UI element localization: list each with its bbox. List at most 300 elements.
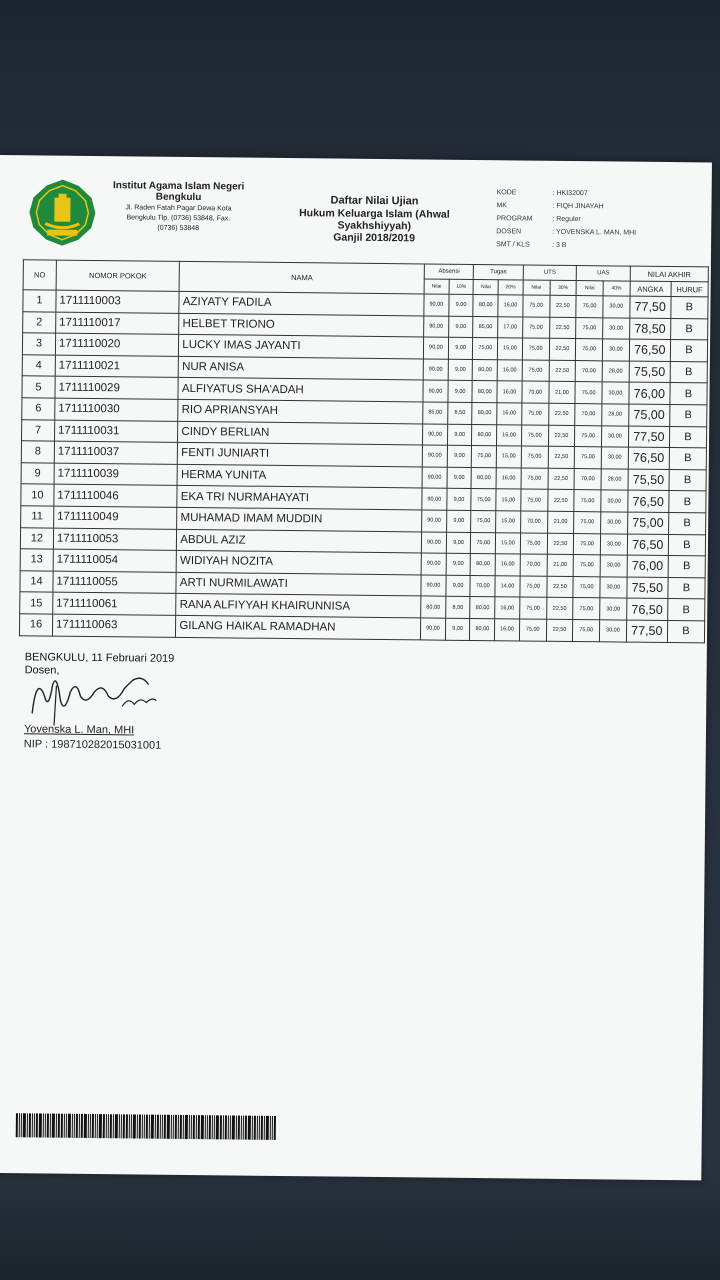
final-score: 75,00 (628, 404, 669, 426)
score-value: 80,00 (471, 554, 496, 576)
header-absensi: Absensi (424, 264, 474, 280)
institution-logo (27, 177, 98, 248)
weighted-score: 16,00 (497, 381, 522, 403)
weighted-score: 22,50 (547, 533, 574, 555)
weighted-score: 30,00 (601, 425, 628, 447)
score-value: 80,00 (471, 467, 496, 489)
score-value: 75,00 (523, 295, 550, 317)
barcode-bar (157, 1115, 159, 1139)
weighted-score: 21,00 (548, 382, 575, 404)
weighted-score: 9,00 (447, 489, 472, 511)
student-number: 1711110039 (54, 463, 178, 486)
weighted-score: 28,00 (602, 404, 629, 426)
final-grade: B (670, 404, 707, 426)
row-number: 12 (20, 527, 53, 549)
meta-value: : YOVENSKA L. MAN, MHI (552, 228, 637, 237)
score-value: 75,00 (573, 555, 600, 577)
weighted-score: 15,00 (496, 511, 521, 533)
weighted-score: 9,00 (448, 337, 473, 359)
barcode-bar (126, 1114, 128, 1138)
student-number: 1711110017 (56, 312, 180, 335)
row-number: 6 (22, 398, 55, 420)
document-title (279, 194, 470, 245)
header-nilai: Nilai (523, 280, 550, 295)
weighted-score: 28,00 (601, 469, 628, 491)
score-value: 75,00 (573, 576, 600, 598)
final-grade: B (670, 340, 707, 362)
header-nama: NAMA (179, 261, 424, 294)
score-value: 90,00 (423, 359, 448, 381)
title-line: Daftar Nilai Ujian (330, 194, 419, 208)
score-value: 75,00 (522, 360, 549, 382)
header-huruf: HURUF (671, 282, 708, 297)
weighted-score: 30,00 (602, 339, 629, 361)
final-score: 75,50 (628, 469, 669, 491)
barcode-bar (133, 1114, 136, 1138)
row-number: 9 (21, 462, 54, 484)
meta-value: : HKI32007 (552, 189, 588, 198)
final-grade: B (670, 383, 707, 405)
student-number: 1711110063 (52, 614, 176, 637)
document-page (0, 155, 712, 1180)
score-value: 75,00 (576, 296, 603, 318)
row-number: 15 (20, 592, 53, 614)
header-uas: UAS (576, 266, 630, 282)
student-name: CINDY BERLIAN (178, 421, 423, 445)
institution-address: Bengkulu Tlp. (0736) 53848, Fax. (126, 214, 231, 223)
barcode (16, 1113, 354, 1141)
weighted-score: 30,00 (600, 555, 627, 577)
final-score: 78,50 (629, 318, 670, 340)
final-grade: B (670, 361, 707, 383)
weighted-score: 16,00 (497, 403, 522, 425)
final-grade: B (668, 556, 705, 578)
weighted-score: 9,00 (449, 294, 474, 316)
weighted-score: 9,00 (447, 424, 472, 446)
final-grade: B (668, 577, 705, 599)
score-value: 75,00 (574, 533, 601, 555)
weighted-score: 22,50 (549, 295, 576, 317)
score-value: 75,00 (471, 532, 496, 554)
score-value: 90,00 (421, 575, 446, 597)
final-score: 75,00 (627, 512, 668, 534)
final-score: 76,50 (628, 490, 669, 512)
score-value: 80,00 (470, 597, 495, 619)
student-number: 1711110003 (56, 290, 180, 313)
institution-header (103, 180, 254, 234)
weighted-score: 16,00 (495, 554, 520, 576)
row-number: 5 (22, 376, 55, 398)
student-name: HERMA YUNITA (177, 464, 422, 488)
barcode-bar (139, 1115, 141, 1139)
weighted-score: 21,00 (547, 511, 574, 533)
student-number: 1711110021 (55, 355, 179, 378)
meta-value: : 3 B (552, 241, 567, 249)
score-value: 90,00 (421, 618, 446, 640)
score-value: 80,00 (472, 424, 497, 446)
student-name: ARTI NURMILAWATI (176, 572, 421, 596)
score-value: 85,00 (423, 402, 448, 424)
barcode-bar (23, 1113, 26, 1137)
student-number: 1711110031 (54, 420, 178, 443)
weighted-score: 9,00 (446, 532, 471, 554)
row-number: 11 (21, 506, 54, 528)
weighted-score: 9,00 (446, 575, 471, 597)
score-value: 75,00 (574, 490, 601, 512)
barcode-bar (274, 1116, 276, 1140)
weighted-score: 9,00 (448, 316, 473, 338)
score-value: 90,00 (423, 424, 448, 446)
meta-label: SMT / KLS (496, 241, 530, 249)
score-value: 90,00 (424, 294, 449, 316)
barcode-bar (238, 1116, 240, 1140)
header-nilai: Nilai (424, 279, 449, 294)
barcode-bar (266, 1116, 269, 1140)
weighted-score: 9,00 (447, 467, 472, 489)
barcode-bar (29, 1113, 31, 1137)
barcode-bar (103, 1114, 105, 1138)
score-value: 80,00 (473, 359, 498, 381)
header-percent: 10% (449, 279, 474, 294)
barcode-bar (146, 1115, 148, 1139)
row-number: 10 (21, 484, 54, 506)
barcode-bar (198, 1115, 200, 1139)
score-value: 75,00 (573, 598, 600, 620)
student-name: FENTI JUNIARTI (178, 443, 423, 467)
grades-table-wrap (19, 259, 709, 643)
barcode-bar (47, 1114, 49, 1138)
row-number: 2 (23, 311, 56, 333)
final-grade: B (668, 534, 705, 556)
row-number: 14 (20, 570, 53, 592)
weighted-score: 9,00 (447, 445, 472, 467)
score-value: 90,00 (424, 316, 449, 338)
score-value: 70,00 (470, 575, 495, 597)
barcode-bar (164, 1115, 166, 1139)
student-name: GILANG HAIKAL RAMADHAN (176, 615, 421, 639)
header-tugas: Tugas (474, 264, 524, 280)
student-number: 1711110029 (55, 376, 179, 399)
student-name: WIDIYAH NOZITA (176, 550, 421, 574)
weighted-score: 15,00 (496, 489, 521, 511)
score-value: 80,00 (421, 596, 446, 618)
weighted-score: 30,00 (603, 296, 630, 318)
barcode-bar (180, 1115, 182, 1139)
final-grade: B (669, 448, 706, 470)
barcode-bar (99, 1114, 102, 1138)
score-value: 75,00 (576, 339, 603, 361)
barcode-bar (193, 1115, 195, 1139)
row-number: 8 (21, 441, 54, 463)
title-line: Syakhshiyyah) (337, 219, 412, 233)
barcode-bar (201, 1115, 204, 1139)
score-value: 75,00 (522, 317, 549, 339)
score-value: 75,00 (573, 619, 600, 641)
weighted-score: 22,50 (548, 425, 575, 447)
student-number: 1711110037 (54, 441, 178, 464)
row-number: 7 (22, 419, 55, 441)
score-value: 80,00 (472, 381, 497, 403)
row-number: 4 (22, 355, 55, 377)
header-nilai: Nilai (576, 281, 603, 296)
final-score: 76,00 (627, 555, 668, 577)
weighted-score: 30,00 (601, 447, 628, 469)
barcode-bar (151, 1115, 154, 1139)
final-grade: B (669, 469, 706, 491)
weighted-score: 22,50 (549, 338, 576, 360)
weighted-score: 16,00 (495, 597, 520, 619)
final-score: 76,50 (629, 339, 670, 361)
student-name: EKA TRI NURMAHAYATI (177, 486, 422, 510)
score-value: 75,00 (576, 317, 603, 339)
weighted-score: 16,00 (496, 467, 521, 489)
score-value: 75,00 (575, 425, 602, 447)
weighted-score: 16,00 (498, 295, 523, 317)
meta-value: : FIQH JINAYAH (552, 202, 604, 211)
score-value: 90,00 (422, 467, 447, 489)
final-score: 76,50 (627, 534, 668, 556)
student-name: LUCKY IMAS JAYANTI (179, 335, 424, 359)
score-value: 75,00 (471, 510, 496, 532)
final-grade: B (668, 599, 705, 621)
weighted-score: 9,00 (446, 553, 471, 575)
weighted-score: 22,50 (546, 598, 573, 620)
meta-row (496, 238, 636, 252)
score-value: 90,00 (421, 553, 446, 575)
student-name: RANA ALFIYYAH KHAIRUNNISA (176, 594, 421, 618)
header-nilai-akhir: NILAI AKHIR (630, 266, 708, 282)
place-date: BENGKULU, 11 Februari 2019 (24, 651, 175, 665)
weighted-score: 16,00 (497, 360, 522, 382)
barcode-bar (68, 1114, 71, 1138)
score-value: 90,00 (423, 380, 448, 402)
weighted-score: 30,00 (601, 512, 628, 534)
barcode-bar (92, 1114, 94, 1138)
weighted-score: 22,50 (547, 490, 574, 512)
header-no: NO (23, 260, 56, 290)
weighted-score: 8,50 (447, 402, 472, 424)
header-nilai: Nilai (474, 279, 499, 294)
score-value: 90,00 (421, 531, 446, 553)
student-name: RIO APRIANSYAH (178, 399, 423, 423)
score-value: 75,00 (521, 446, 548, 468)
student-name: HELBET TRIONO (179, 313, 424, 337)
weighted-score: 22,50 (548, 403, 575, 425)
score-value: 75,00 (522, 403, 549, 425)
barcode-bar (123, 1114, 125, 1138)
student-number: 1711110049 (54, 506, 178, 529)
student-name: AZIYATY FADILA (179, 291, 424, 315)
meta-label: MK (496, 202, 508, 210)
barcode-bar (254, 1116, 256, 1140)
final-score: 75,50 (629, 361, 670, 383)
student-number: 1711110053 (53, 528, 177, 551)
weighted-score: 30,00 (602, 382, 629, 404)
meta-label: PROGRAM (496, 215, 533, 223)
barcode-bar (245, 1116, 247, 1140)
barcode-bar (110, 1114, 112, 1138)
course-meta (496, 186, 637, 252)
score-value: 90,00 (422, 445, 447, 467)
barcode-bar (220, 1115, 222, 1139)
final-score: 75,50 (627, 577, 668, 599)
weighted-score: 15,00 (497, 338, 522, 360)
final-score: 77,50 (628, 426, 669, 448)
student-number: 1711110055 (53, 571, 177, 594)
barcode-bar (167, 1115, 170, 1139)
weighted-score: 30,00 (603, 317, 630, 339)
barcode-bar (58, 1114, 60, 1138)
score-value: 90,00 (422, 510, 447, 532)
institution-city: Bengkulu (155, 191, 202, 204)
final-score: 76,50 (628, 447, 669, 469)
barcode-bar (232, 1115, 235, 1139)
score-value: 75,00 (520, 533, 547, 555)
final-grade: B (669, 426, 706, 448)
barcode-bar (36, 1113, 38, 1137)
final-score: 77,50 (626, 620, 667, 642)
weighted-score: 9,00 (448, 381, 473, 403)
weighted-score: 28,00 (602, 361, 629, 383)
weighted-score: 17,00 (498, 316, 523, 338)
weighted-score: 21,00 (547, 554, 574, 576)
final-grade: B (668, 512, 705, 534)
score-value: 90,00 (422, 488, 447, 510)
weighted-score: 14,00 (495, 575, 520, 597)
institution-name: Institut Agama Islam Negeri (112, 180, 245, 193)
score-value: 75,00 (519, 619, 546, 641)
weighted-score: 22,50 (546, 576, 573, 598)
barcode-bar (52, 1114, 55, 1138)
barcode-bar (39, 1113, 42, 1137)
weighted-score: 16,00 (497, 424, 522, 446)
weighted-score: 16,00 (495, 619, 520, 641)
barcode-bar (84, 1114, 87, 1138)
barcode-bar (115, 1114, 118, 1138)
signer-nip: NIP : 198710282015031001 (23, 738, 162, 752)
weighted-score: 22,50 (546, 619, 573, 641)
signer-name: Yovenska L. Man, MHI (23, 723, 135, 737)
score-value: 85,00 (473, 316, 498, 338)
weighted-score: 30,00 (599, 620, 626, 642)
student-number: 1711110054 (53, 549, 177, 572)
barcode-bar (225, 1115, 227, 1139)
score-value: 75,00 (471, 489, 496, 511)
weighted-score: 15,00 (495, 532, 520, 554)
final-grade: B (669, 491, 706, 513)
score-value: 75,00 (473, 338, 498, 360)
row-number: 13 (20, 549, 53, 571)
score-value: 70,00 (520, 554, 547, 576)
score-value: 75,00 (521, 425, 548, 447)
header-uts: UTS (523, 265, 577, 281)
weighted-score: 30,00 (601, 490, 628, 512)
score-value: 75,00 (520, 576, 547, 598)
final-grade: B (670, 318, 707, 340)
score-value: 70,00 (575, 404, 602, 426)
student-name: ALFIYATUS SHA'ADAH (178, 378, 423, 402)
score-value: 70,00 (574, 468, 601, 490)
score-value: 75,00 (521, 489, 548, 511)
student-number: 1711110046 (54, 484, 178, 507)
header-percent: 40% (603, 281, 630, 296)
final-grade: B (671, 297, 708, 319)
weighted-score: 9,00 (446, 510, 471, 532)
header-percent: 30% (550, 280, 577, 295)
weighted-score: 30,00 (600, 577, 627, 599)
row-number: 3 (22, 333, 55, 355)
final-grade: B (667, 620, 704, 642)
barcode-bar (248, 1116, 251, 1140)
score-value: 70,00 (575, 360, 602, 382)
barcode-bar (16, 1113, 18, 1137)
weighted-score: 8,00 (445, 597, 470, 619)
student-number: 1711110061 (53, 592, 177, 615)
grades-table (19, 259, 709, 643)
score-value: 75,00 (575, 382, 602, 404)
meta-label: DOSEN (496, 228, 522, 236)
barcode-bar (209, 1115, 211, 1139)
barcode-bar (61, 1114, 63, 1138)
score-value: 80,00 (473, 294, 498, 316)
barcode-bar (216, 1115, 219, 1139)
signer-role: Dosen, (24, 664, 60, 677)
score-value: 75,00 (519, 597, 546, 619)
student-name: ABDUL AZIZ (177, 529, 422, 553)
score-value: 75,00 (522, 338, 549, 360)
barcode-bar (76, 1114, 78, 1138)
header-nim: NOMOR POKOK (56, 260, 180, 291)
weighted-score: 15,00 (496, 446, 521, 468)
final-score: 76,00 (629, 382, 670, 404)
student-name: MUHAMAD IMAM MUDDIN (177, 507, 422, 531)
score-value: 90,00 (423, 337, 448, 359)
student-name: NUR ANISA (178, 356, 423, 380)
grades-table-body (19, 290, 708, 643)
score-value: 70,00 (522, 381, 549, 403)
handwritten-signature (24, 665, 165, 726)
weighted-score: 9,00 (448, 359, 473, 381)
student-number: 1711110020 (55, 333, 179, 356)
weighted-score: 22,50 (548, 446, 575, 468)
score-value: 80,00 (470, 618, 495, 640)
weighted-score: 22,50 (548, 468, 575, 490)
score-value: 75,00 (472, 446, 497, 468)
weighted-score: 30,00 (600, 533, 627, 555)
score-value: 75,00 (574, 511, 601, 533)
institution-address: Jl. Raden Fatah Pagar Dewa Kota (125, 204, 232, 213)
institution-address: (0736) 53848 (157, 224, 200, 233)
barcode-bar (81, 1114, 83, 1138)
weighted-score: 30,00 (600, 598, 627, 620)
title-line: Ganjil 2018/2019 (333, 231, 416, 245)
weighted-score: 22,50 (549, 317, 576, 339)
final-score: 77,50 (630, 296, 671, 318)
score-value: 75,00 (521, 468, 548, 490)
row-number: 1 (23, 290, 56, 312)
header-percent: 20% (498, 280, 523, 295)
row-number: 16 (19, 614, 52, 636)
score-value: 80,00 (472, 402, 497, 424)
header-angka: ANGKA (630, 281, 671, 296)
meta-label: KODE (496, 189, 517, 197)
final-score: 76,50 (626, 598, 667, 620)
meta-value: : Reguler (552, 215, 581, 224)
barcode-bar (185, 1115, 188, 1139)
barcode-bar (175, 1115, 177, 1139)
barcode-bar (261, 1116, 263, 1140)
score-value: 70,00 (520, 511, 547, 533)
